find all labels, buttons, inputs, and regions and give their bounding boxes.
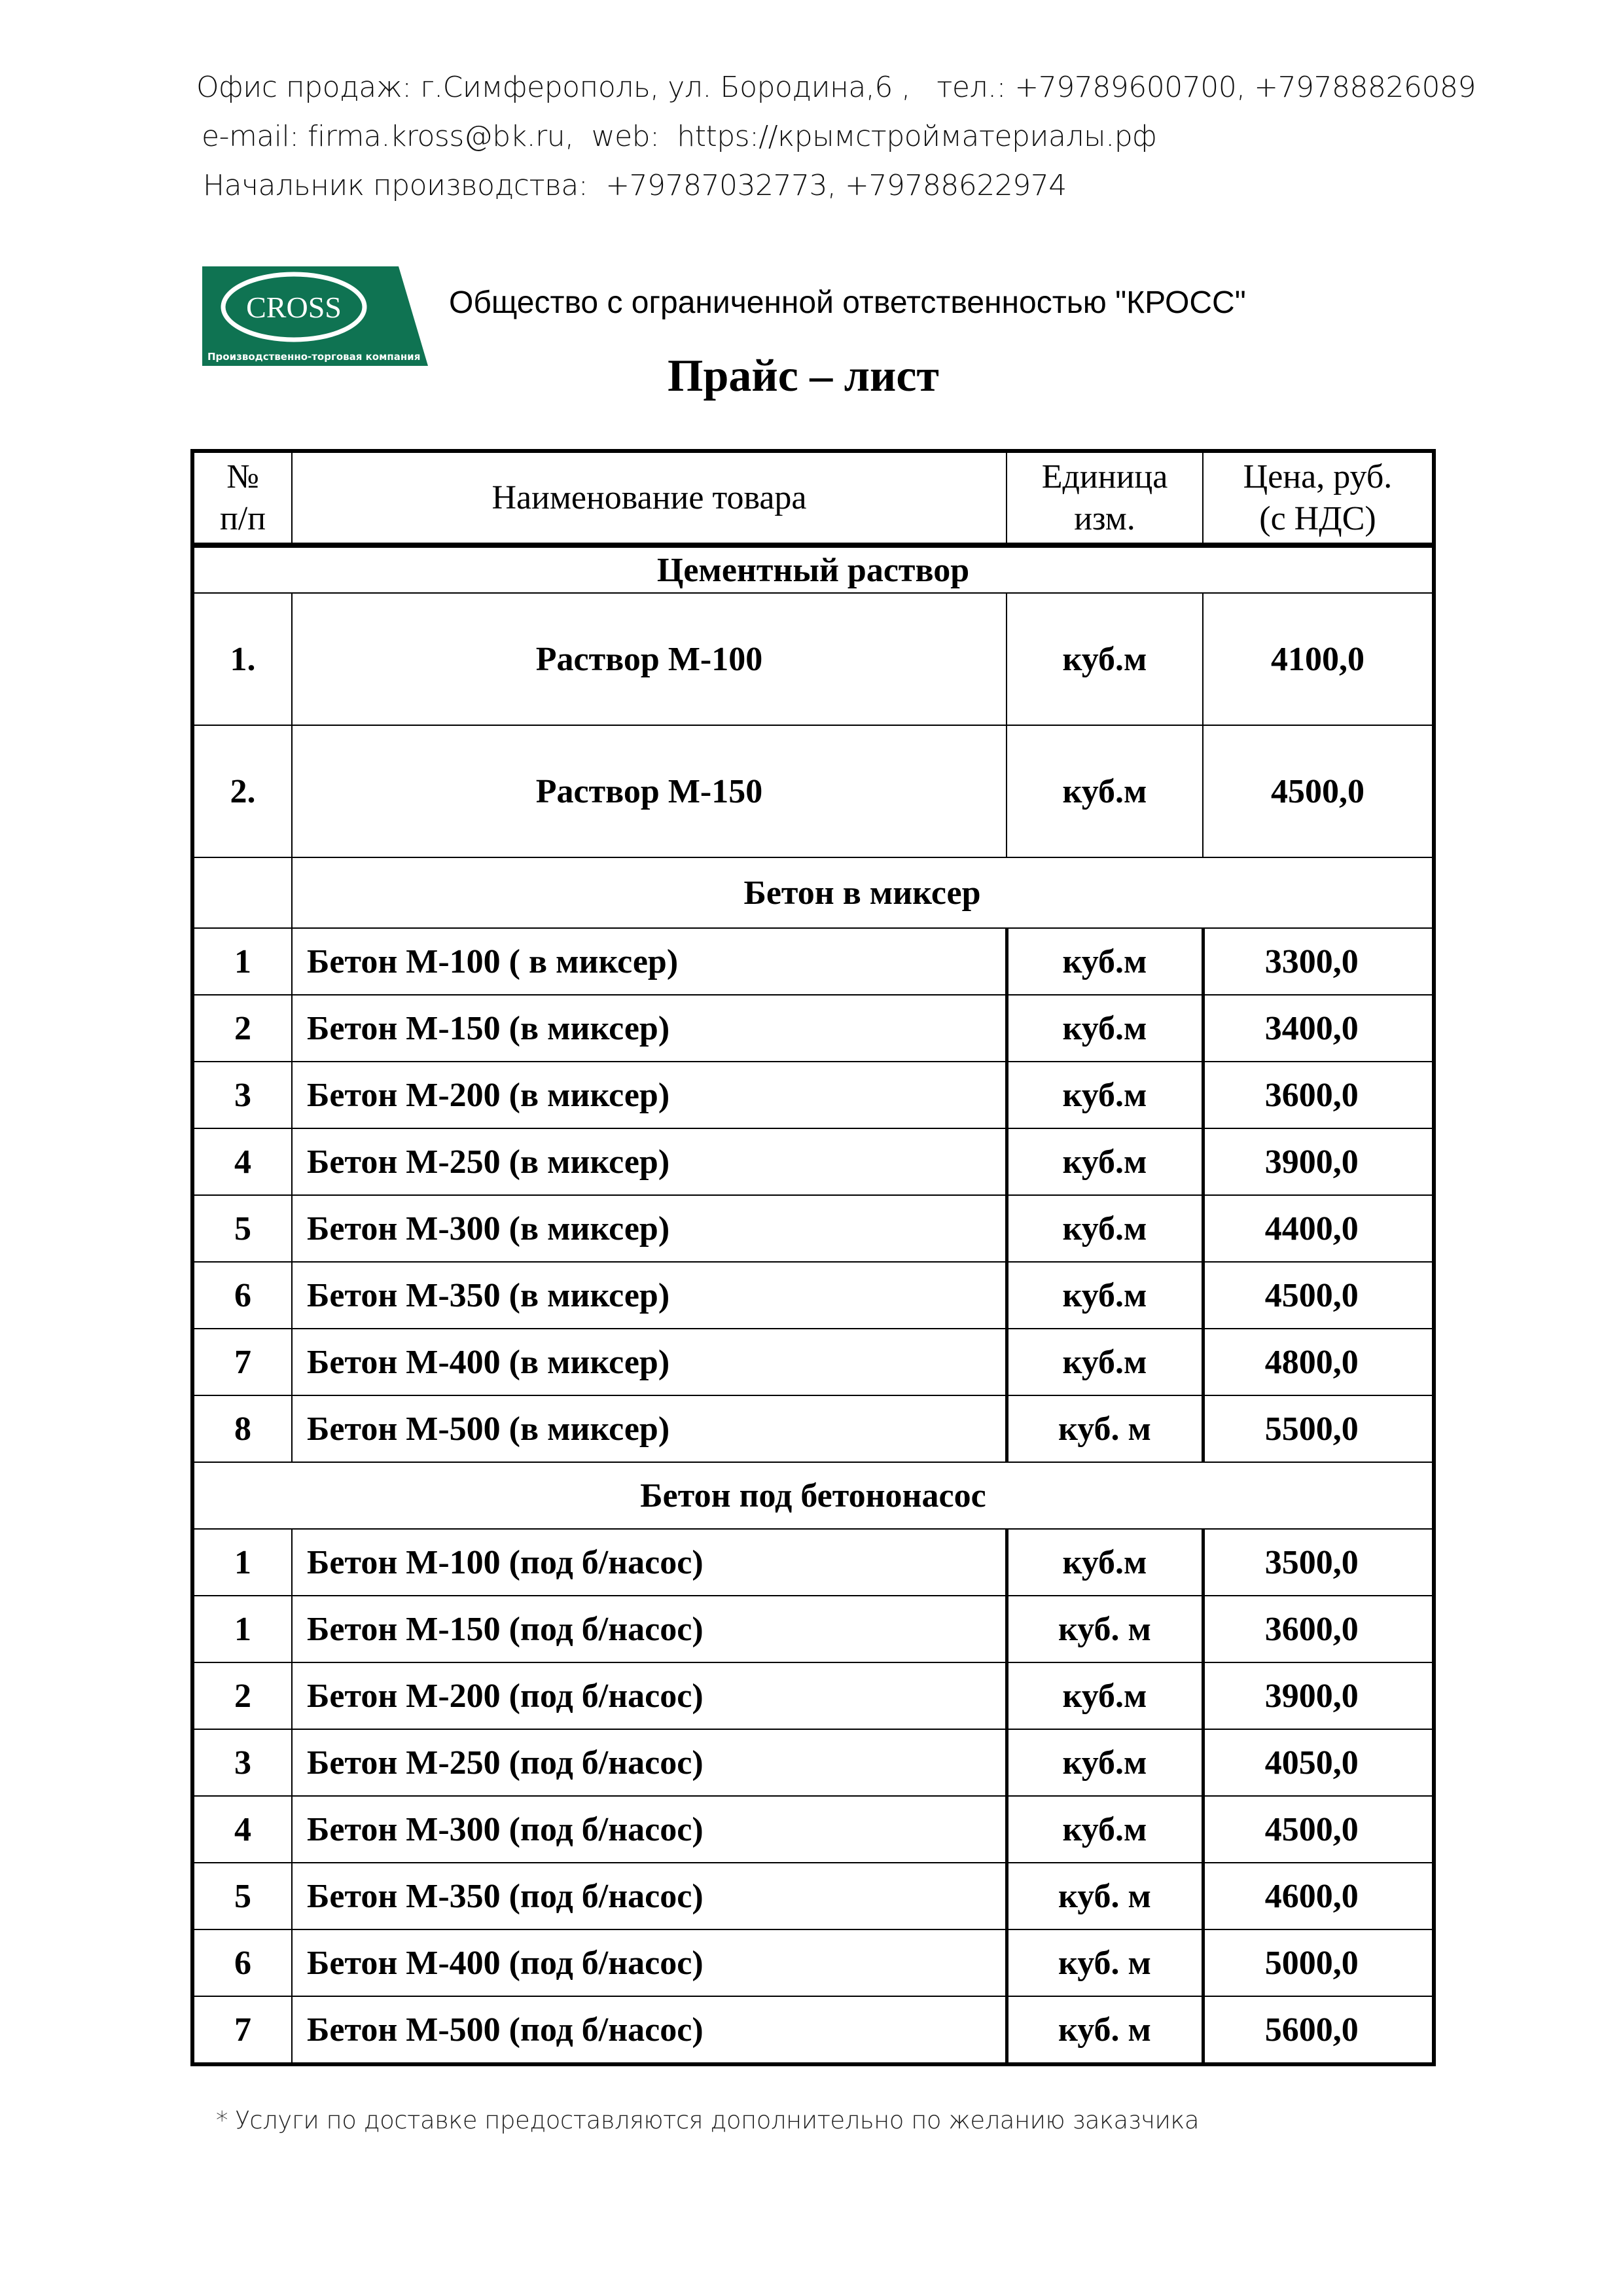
row-unit: куб.м xyxy=(1007,1729,1203,1796)
row-price: 3600,0 xyxy=(1203,1062,1434,1128)
delivery-footnote: * Услуги по доставке предоставляются дополнительно по желанию заказчика xyxy=(216,2106,1200,2134)
section-title: Бетон под бетононасос xyxy=(192,1462,1434,1529)
header-name: Наименование товара xyxy=(292,451,1007,545)
row-price: 4600,0 xyxy=(1203,1863,1434,1929)
row-number: 1 xyxy=(192,1596,292,1662)
row-price: 4400,0 xyxy=(1203,1195,1434,1262)
table-row xyxy=(192,1195,1434,1262)
row-product-name: Бетон М-150 (в миксер) xyxy=(292,995,1007,1062)
row-price: 4100,0 xyxy=(1203,593,1434,725)
header-no xyxy=(192,451,292,545)
row-product-name: Бетон М-300 (в миксер) xyxy=(292,1195,1007,1262)
row-number: 4 xyxy=(192,1128,292,1195)
row-number: 3 xyxy=(192,1729,292,1796)
header-price xyxy=(1203,451,1434,545)
row-number: 1 xyxy=(192,928,292,995)
row-number: 4 xyxy=(192,1796,292,1863)
table-row xyxy=(192,1596,1434,1662)
row-number: 3 xyxy=(192,1062,292,1128)
row-price: 3900,0 xyxy=(1203,1662,1434,1729)
row-number: 2 xyxy=(192,1662,292,1729)
row-product-name: Бетон М-350 (в миксер) xyxy=(292,1262,1007,1329)
table-row xyxy=(192,725,1434,857)
table-row xyxy=(192,1395,1434,1462)
row-product-name: Бетон М-150 (под б/насос) xyxy=(292,1596,1007,1662)
row-product-name: Бетон М-250 (под б/насос) xyxy=(292,1729,1007,1796)
row-product-name: Раствор М-100 xyxy=(292,593,1007,725)
header-price-line2: (с НДС) xyxy=(1259,499,1376,537)
row-unit: куб. м xyxy=(1007,1929,1203,1996)
table-row xyxy=(192,1796,1434,1863)
section-row-mixer xyxy=(192,857,1434,928)
row-unit: куб.м xyxy=(1007,1262,1203,1329)
row-unit: куб.м xyxy=(1007,1662,1203,1729)
header-unit xyxy=(1007,451,1203,545)
row-unit: куб.м xyxy=(1007,1329,1203,1395)
table-row xyxy=(192,1529,1434,1596)
table-row xyxy=(192,1863,1434,1929)
table-row xyxy=(192,1929,1434,1996)
row-price: 5500,0 xyxy=(1203,1395,1434,1462)
contact-email-web: e-mail: firma.kross@bk.ru, web: https://крымстройматериалы.рф xyxy=(202,120,1157,153)
row-product-name: Бетон М-300 (под б/насос) xyxy=(292,1796,1007,1863)
row-unit: куб.м xyxy=(1007,1195,1203,1262)
row-number: 2 xyxy=(192,995,292,1062)
row-unit: куб.м xyxy=(1007,928,1203,995)
header-no-line1: № xyxy=(226,457,259,495)
logo-subtitle: Производственно-торговая компания xyxy=(207,351,421,363)
row-product-name: Раствор М-150 xyxy=(292,725,1007,857)
table-row xyxy=(192,1329,1434,1395)
section-title: Бетон в миксер xyxy=(292,857,1434,928)
header-price-line1: Цена, руб. xyxy=(1243,457,1393,495)
row-price: 4500,0 xyxy=(1203,1796,1434,1863)
row-number: 5 xyxy=(192,1195,292,1262)
section-empty-cell xyxy=(192,857,292,928)
row-unit: куб.м xyxy=(1007,995,1203,1062)
row-number: 7 xyxy=(192,1329,292,1395)
row-number: 1. xyxy=(192,593,292,725)
row-unit: куб.м xyxy=(1007,725,1203,857)
row-product-name: Бетон М-350 (под б/насос) xyxy=(292,1863,1007,1929)
row-price: 4050,0 xyxy=(1203,1729,1434,1796)
price-table xyxy=(190,449,1436,2066)
row-number: 2. xyxy=(192,725,292,857)
logo-name: CROSS xyxy=(246,291,342,324)
row-price: 3400,0 xyxy=(1203,995,1434,1062)
row-unit: куб.м xyxy=(1007,1128,1203,1195)
row-unit: куб.м xyxy=(1007,1796,1203,1863)
row-unit: куб. м xyxy=(1007,1596,1203,1662)
row-number: 6 xyxy=(192,1929,292,1996)
row-product-name: Бетон М-500 (в миксер) xyxy=(292,1395,1007,1462)
row-price: 3600,0 xyxy=(1203,1596,1434,1662)
contact-sales-office: Офис продаж: г.Симферополь, ул. Бородина,6 , тел.: +79789600700, +79788826089 xyxy=(196,71,1476,104)
row-unit: куб.м xyxy=(1007,593,1203,725)
table-row xyxy=(192,1662,1434,1729)
contact-production-head: Начальник производства: +79787032773, +79788622974 xyxy=(203,169,1067,202)
table-row xyxy=(192,928,1434,995)
cross-logo-graphic xyxy=(202,266,428,366)
table-row xyxy=(192,1128,1434,1195)
row-number: 5 xyxy=(192,1863,292,1929)
table-row xyxy=(192,1062,1434,1128)
row-product-name: Бетон М-100 (под б/насос) xyxy=(292,1529,1007,1596)
row-unit: куб. м xyxy=(1007,1863,1203,1929)
header-unit-line2: изм. xyxy=(1074,499,1135,537)
row-product-name: Бетон М-200 (в миксер) xyxy=(292,1062,1007,1128)
row-product-name: Бетон М-200 (под б/насос) xyxy=(292,1662,1007,1729)
section-title: Цементный раствор xyxy=(192,545,1434,593)
company-name: Общество с ограниченной ответственностью "КРОСС" xyxy=(449,285,1246,320)
row-product-name: Бетон М-100 ( в миксер) xyxy=(292,928,1007,995)
row-price: 3900,0 xyxy=(1203,1128,1434,1195)
section-row-pump xyxy=(192,1462,1434,1529)
table-row xyxy=(192,1729,1434,1796)
row-product-name: Бетон М-400 (в миксер) xyxy=(292,1329,1007,1395)
row-product-name: Бетон М-500 (под б/насос) xyxy=(292,1996,1007,2064)
row-unit: куб.м xyxy=(1007,1062,1203,1128)
cross-logo xyxy=(202,266,428,366)
row-unit: куб. м xyxy=(1007,1996,1203,2064)
row-price: 4500,0 xyxy=(1203,1262,1434,1329)
row-number: 6 xyxy=(192,1262,292,1329)
row-unit: куб.м xyxy=(1007,1529,1203,1596)
row-price: 4800,0 xyxy=(1203,1329,1434,1395)
row-number: 7 xyxy=(192,1996,292,2064)
table-row xyxy=(192,1262,1434,1329)
header-unit-line1: Единица xyxy=(1041,457,1168,495)
row-unit: куб. м xyxy=(1007,1395,1203,1462)
table-row xyxy=(192,995,1434,1062)
row-number: 1 xyxy=(192,1529,292,1596)
row-price: 5600,0 xyxy=(1203,1996,1434,2064)
row-price: 3500,0 xyxy=(1203,1529,1434,1596)
table-row xyxy=(192,593,1434,725)
row-product-name: Бетон М-400 (под б/насос) xyxy=(292,1929,1007,1996)
page-title: Прайс – лист xyxy=(668,351,939,401)
row-number: 8 xyxy=(192,1395,292,1462)
table-header-row xyxy=(192,451,1434,545)
section-row-cement xyxy=(192,545,1434,593)
row-price: 3300,0 xyxy=(1203,928,1434,995)
row-price: 5000,0 xyxy=(1203,1929,1434,1996)
header-no-line2: п/п xyxy=(219,499,266,537)
row-price: 4500,0 xyxy=(1203,725,1434,857)
table-row xyxy=(192,1996,1434,2064)
row-product-name: Бетон М-250 (в миксер) xyxy=(292,1128,1007,1195)
